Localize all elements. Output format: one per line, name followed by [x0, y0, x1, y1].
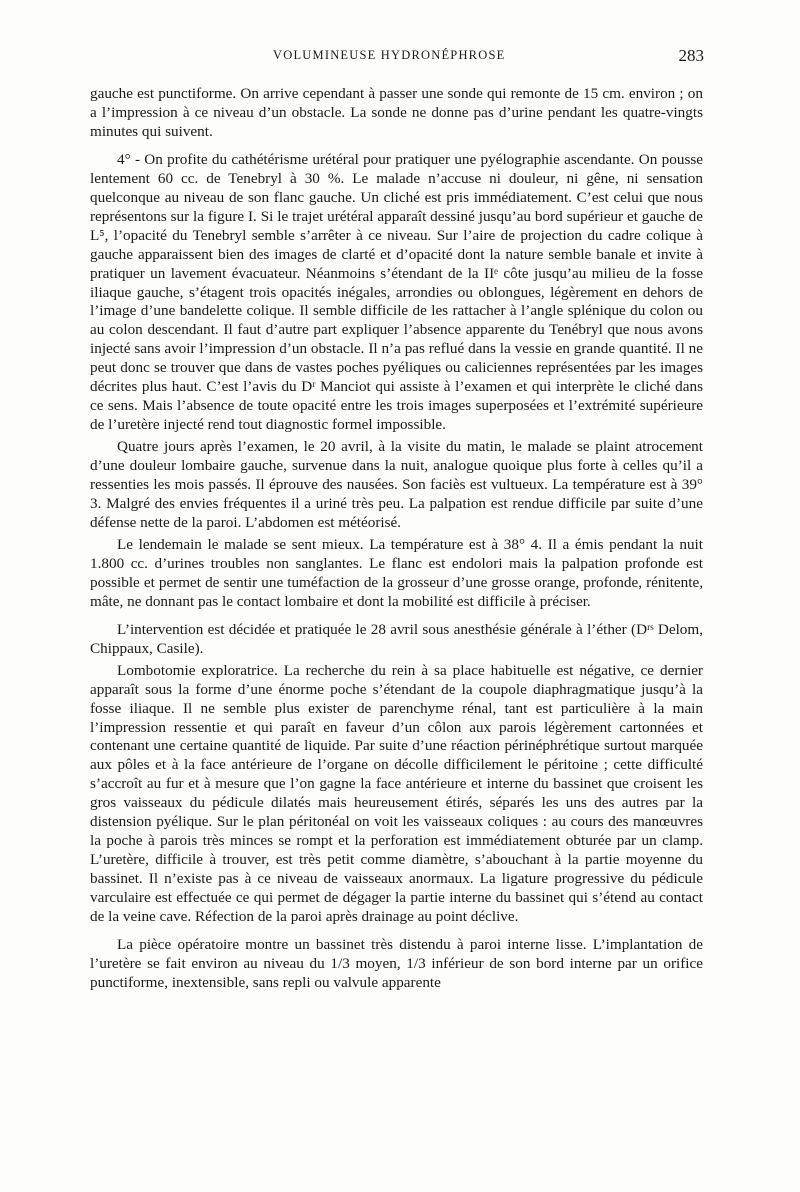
paragraph-lombotomy: Lombotomie exploratrice. La recherche du rein à sa place habituelle est négative, ce dernier apparaît sous la forme d’une énorme poche s’étendant de la coupole diaphragmatique jusqu’à la fosse iliaque. Il ne semble plus exister de parenchyme rénal, tant est particulière à la main l’impression ressentie et qui paraît en faveur d’un côlon aux parois légèrement cartonnées et contenant une certaine quantité de liquide. Par suite d’une réaction périnéphrétique surtout marquée aux pôles et à la face antérieure de l’organe on décolle difficilement le péritoine ; cette difficulté s’accroît au fur et à mesure que l’on gagne la face antérieure et interne du bassinet que croisent les gros vaisseaux du pédicule dilatés mais heureusement étirés, séparés les uns des autres par la distension pyélique. Sur le plan péritonéal on voit les vaisseaux coliques : au cours des manœuvres la poche à parois très minces se rompt et la perforation est immédiatement obturée par un clamp. L’uretère, difficile à trouver, est très petit comme diamètre, s’abouchant à la partie moyenne du bassinet. Il n’existe pas à ce niveau de vaisseaux anormaux. La ligature progressive du pédicule varculaire est effectuée ce qui permet de dégager la partie interne du bassinet qui s’étend au contact de la veine cave. Réfection de la paroi après drainage au point déclive. [90, 661, 703, 926]
paragraph-continuation: gauche est punctiforme. On arrive cependant à passer une sonde qui remonte de 15 cm. environ ; on a l’impression à ce niveau d’un obstacle. La sonde ne donne pas d’urine pendant les quatre-vingts minutes qui suivent. [90, 85, 703, 140]
paragraph-operative-specimen: La pièce opératoire montre un bassinet très distendu à paroi interne lisse. L’implantation de l’uretère se fait environ au niveau du 1/3 moyen, 1/3 inférieur de son bord interne par un orifice punctiforme, inextensible, sans repli ou valvule apparente [90, 935, 703, 991]
paragraph-pyelography: 4° - On profite du cathétérisme urétéral pour pratiquer une pyélographie ascendante. On pousse lentement 60 cc. de Tenebryl à 30 %. Le malade n’accuse ni douleur, ni gêne, ni sensation quelconque au niveau de son flanc gauche. Un cliché est pris immédiatement. C’est celui que nous représentons sur la figure I. Si le trajet urétéral apparaît dessiné jusqu’au bord supérieur et gauche de L⁵, l’opacité du Tenebryl semble s’arrêter à ce niveau. Sur l’aire de projection du cadre colique à gauche apparaissent bien des images de clarté et d’opacité dont la nature semble banale et invite à pratiquer un lavement évacuateur. Néanmoins s’étendant de la IIᵉ côte jusqu’au milieu de la fosse iliaque gauche, s’étagent trois opacités inégales, arrondies ou oblongues, légèrement en dehors de l’image d’une bandelette colique. Il semble difficile de les rattacher à l’angle splénique du colon ou au colon descendant. Il faut d’autre part expliquer l’absence apparente du Tenébryl que nous avons injecté sans avoir l’impression d’un obstacle. Il n’a pas reflué dans la vessie en grande quantité. Il ne peut donc se trouver que dans de vastes poches pyéliques ou caliciennes représentées par les images décrites plus haut. C’est l’avis du Dʳ Manciot qui assiste à l’examen et qui interprète le cliché dans ce sens. Mais l’absence de toute opacité entre les trois images superposées et l’extrémité supérieure de l’uretère injecté rend tout diagnostic formel impossible. [90, 150, 703, 434]
page-number: 283 [678, 46, 704, 65]
paragraph-next-day: Le lendemain le malade se sent mieux. La température est à 38° 4. Il a émis pendant la nuit 1.800 cc. d’urines troubles non sanglantes. Le flanc est endolori mais la palpation profonde est possible et permet de sentir une tuméfaction de la grosseur d’une grosse orange, profonde, rénitente, mâte, ne donnant pas le contact lombaire et dont la mobilité est difficile à préciser. [90, 535, 703, 610]
body-text [90, 85, 703, 993]
paragraph-four-days-later: Quatre jours après l’examen, le 20 avril, à la visite du matin, le malade se plaint atrocement d’une douleur lombaire gauche, survenue dans la nuit, analogue quoique plus forte à celles qu’il a ressenties les mois passés. Il éprouve des nausées. Son faciès est vultueux. La température est à 39° 3. Malgré des envies fréquentes il a uriné très peu. La palpation est rendue difficile par suite d’une défense nette de la paroi. L’abdomen est météorisé. [90, 438, 703, 531]
paragraph-intervention: L’intervention est décidée et pratiquée le 28 avril sous anesthésie générale à l’éther (Dʳˢ Delom, Chippaux, Casile). [90, 620, 703, 657]
running-title: VOLUMINEUSE HYDRONÉPHROSE [273, 48, 506, 62]
running-header [0, 46, 800, 66]
